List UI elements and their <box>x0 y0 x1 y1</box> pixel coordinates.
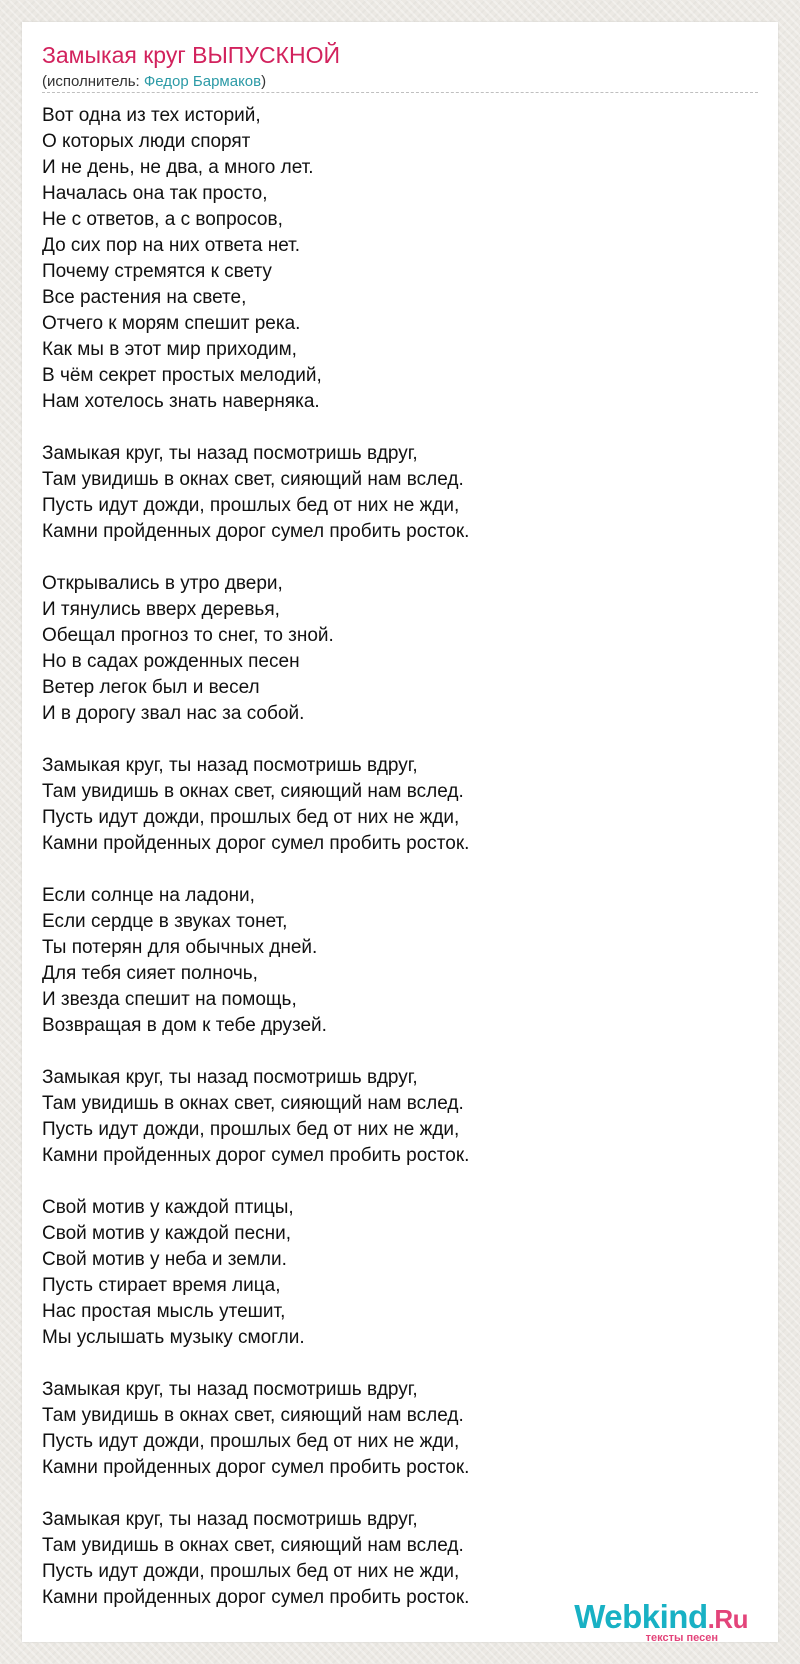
lyrics-line: Камни пройденных дорог сумел пробить росток. <box>42 1457 470 1478</box>
lyrics-line: Ветер легок был и весел <box>42 677 260 698</box>
lyrics-line: Отчего к морям спешит река. <box>42 313 301 334</box>
logo-name: Webkind <box>574 1598 708 1635</box>
lyrics-line: Если солнце на ладони, <box>42 885 255 906</box>
lyrics-line: Там увидишь в окнах свет, сияющий нам вслед. <box>42 469 464 490</box>
lyrics-line: Камни пройденных дорог сумел пробить росток. <box>42 833 470 854</box>
lyrics-line: Не с ответов, а с вопросов, <box>42 209 283 230</box>
lyrics-line: И тянулись вверх деревья, <box>42 599 280 620</box>
lyrics-line: Нас простая мысль утешит, <box>42 1301 286 1322</box>
lyrics-line: Свой мотив у каждой песни, <box>42 1223 292 1244</box>
lyrics-stanza <box>42 103 469 415</box>
lyrics-line: Но в садах рожденных песен <box>42 651 300 672</box>
lyrics-line: Нам хотелось знать наверняка. <box>42 391 320 412</box>
lyrics-line: Свой мотив у каждой птицы, <box>42 1197 294 1218</box>
lyrics-stanza <box>42 571 469 727</box>
lyrics-line: Мы услышать музыку смогли. <box>42 1327 305 1348</box>
lyrics-line: Вот одна из тех историй, <box>42 105 261 126</box>
lyrics-line: Для тебя сияет полночь, <box>42 963 258 984</box>
lyrics-line: Пусть стирает время лица, <box>42 1275 281 1296</box>
performer-suffix: ) <box>261 73 267 90</box>
lyrics-line: Возвращая в дом к тебе друзей. <box>42 1015 327 1036</box>
lyrics-line: Замыкая круг, ты назад посмотришь вдруг, <box>42 1379 418 1400</box>
lyrics-line: Замыкая круг, ты назад посмотришь вдруг, <box>42 1509 418 1530</box>
lyrics-card <box>22 22 778 1642</box>
header-divider <box>42 92 758 93</box>
lyrics-line: И не день, не два, а много лет. <box>42 157 314 178</box>
lyrics-line: Замыкая круг, ты назад посмотришь вдруг, <box>42 755 418 776</box>
lyrics-line: И в дорогу звал нас за собой. <box>42 703 305 724</box>
song-title: Замыкая круг ВЫПУСКНОЙ <box>42 42 340 68</box>
lyrics-line: Там увидишь в окнах свет, сияющий нам вслед. <box>42 781 464 802</box>
lyrics-line: Там увидишь в окнах свет, сияющий нам вслед. <box>42 1405 464 1426</box>
lyrics-stanza <box>42 441 469 545</box>
lyrics-line: Открывались в утро двери, <box>42 573 283 594</box>
lyrics-line: Замыкая круг, ты назад посмотришь вдруг, <box>42 443 418 464</box>
lyrics-line: Замыкая круг, ты назад посмотришь вдруг, <box>42 1067 418 1088</box>
lyrics-line: Ты потерян для обычных дней. <box>42 937 318 958</box>
lyrics-stanza <box>42 1195 469 1351</box>
lyrics-line: Там увидишь в окнах свет, сияющий нам вслед. <box>42 1535 464 1556</box>
performer-prefix: (исполнитель: <box>42 73 144 90</box>
logo-tagline: тексты песен <box>645 1632 718 1644</box>
lyrics-stanza <box>42 1377 469 1481</box>
lyrics-stanza <box>42 753 469 857</box>
lyrics-line: Почему стремятся к свету <box>42 261 272 282</box>
lyrics-line: О которых люди спорят <box>42 131 251 152</box>
lyrics-line: Там увидишь в окнах свет, сияющий нам вслед. <box>42 1093 464 1114</box>
lyrics-stanza <box>42 1065 469 1169</box>
lyrics-body <box>42 103 469 1637</box>
lyrics-line: И звезда спешит на помощь, <box>42 989 297 1010</box>
lyrics-line: Камни пройденных дорог сумел пробить росток. <box>42 1145 470 1166</box>
lyrics-line: Если сердце в звуках тонет, <box>42 911 288 932</box>
site-logo[interactable] <box>548 1598 748 1642</box>
lyrics-stanza <box>42 883 469 1039</box>
lyrics-stanza <box>42 1507 469 1611</box>
lyrics-line: Как мы в этот мир приходим, <box>42 339 297 360</box>
performer-link[interactable]: Федор Бармаков <box>143 73 262 90</box>
lyrics-line: Обещал прогноз то снег, то зной. <box>42 625 334 646</box>
lyrics-line: Пусть идут дожди, прошлых бед от них не жди, <box>42 1119 460 1140</box>
lyrics-line: Камни пройденных дорог сумел пробить росток. <box>42 1587 470 1608</box>
performer-line <box>42 73 266 90</box>
logo-wordmark <box>574 1598 748 1636</box>
lyrics-line: Пусть идут дожди, прошлых бед от них не жди, <box>42 1561 460 1582</box>
lyrics-line: Пусть идут дожди, прошлых бед от них не жди, <box>42 495 460 516</box>
logo-domain: .Ru <box>707 1604 748 1634</box>
lyrics-line: Свой мотив у неба и земли. <box>42 1249 287 1270</box>
lyrics-line: До сих пор на них ответа нет. <box>42 235 301 256</box>
lyrics-line: Пусть идут дожди, прошлых бед от них не жди, <box>42 807 460 828</box>
lyrics-line: В чём секрет простых мелодий, <box>42 365 322 386</box>
lyrics-line: Камни пройденных дорог сумел пробить росток. <box>42 521 470 542</box>
lyrics-line: Началась она так просто, <box>42 183 268 204</box>
lyrics-line: Пусть идут дожди, прошлых бед от них не жди, <box>42 1431 460 1452</box>
lyrics-line: Все растения на свете, <box>42 287 247 308</box>
